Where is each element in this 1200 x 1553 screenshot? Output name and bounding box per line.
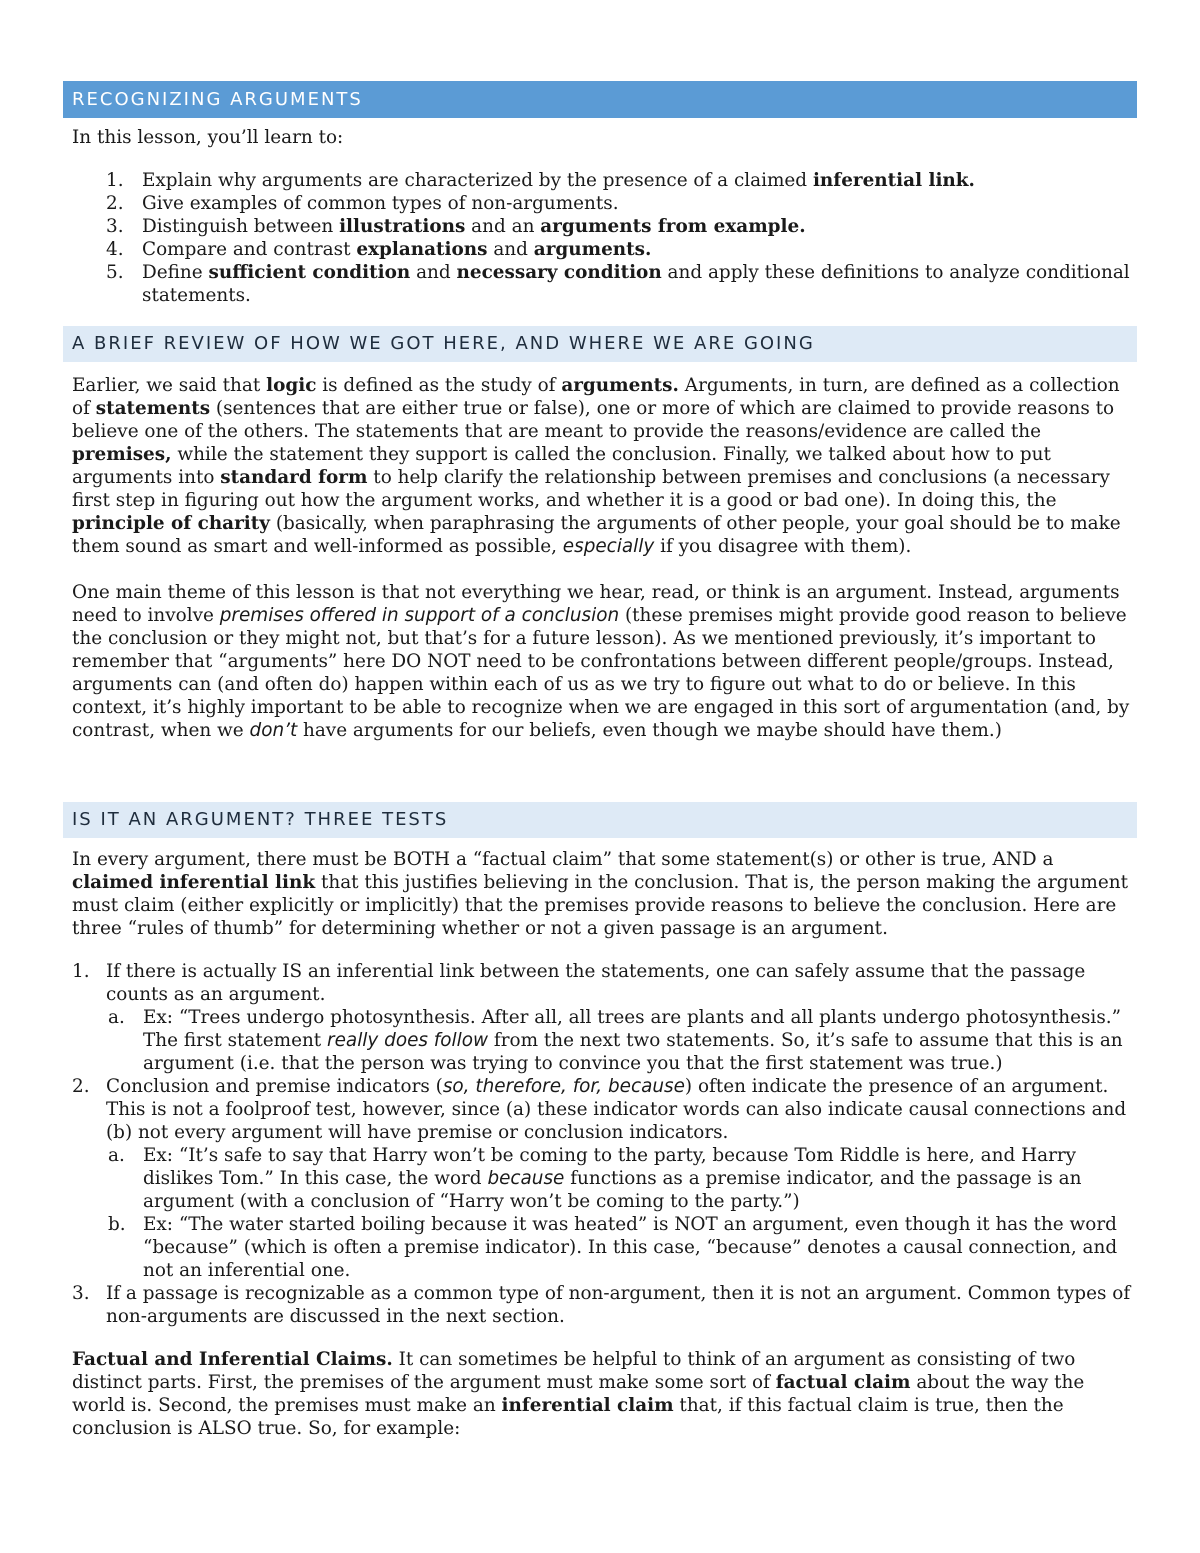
- tests-block: [72, 848, 1134, 1440]
- objectives-intro: In this lesson, you’ll learn to:: [72, 127, 344, 148]
- tests-intro: In every argument, there must be BOTH a “factual claim” that some statement(s) or other is true, AND a claimed inferential link that this justifies believing in the conclusion. That is, the person making the argument must claim (either explicitly or implicitly) that the premises provide reasons to believe the conclusion. Here are three “rules of thumb” for determining whether or not a given passage is an argument.: [72, 849, 1128, 939]
- section-heading-recognizing-arguments: RECOGNIZING ARGUMENTS: [63, 81, 1137, 118]
- test-rule-1: 1. If there is actually IS an inferential link between the statements, one can safely assume that the passage counts as an argument.: [72, 961, 1086, 1005]
- objectives-list: [72, 169, 1134, 307]
- objective-item-3: 3. Distinguish between illustrations and an arguments from example.: [106, 216, 806, 237]
- test-rule-1-example-a: a. Ex: “Trees undergo photosynthesis. After all, all trees are plants and all plants undergo photosynthesis.” The first statement really does follow from the next two statements. So, it’s safe to assume that this is an argument (i.e. that the person was trying to convince you that the first statement was true.): [108, 1007, 1123, 1074]
- review-paragraph-2: One main theme of this lesson is that not everything we hear, read, or think is an argument. Instead, arguments need to involve premises offered in support of a conclusion (these premises might provide good reason to believe the conclusion or they might not, but that’s for a future lesson). As we mentioned previously, it’s important to remember that “arguments” here DO NOT need to be confrontations between different people/groups. Instead, arguments can (and often do) happen within each of us as we try to figure out what to do or believe. In this context, it’s highly important to be able to recognize when we are engaged in this sort of argumentation (and, by contrast, when we don’t have arguments for our beliefs, even though we maybe should have them.): [72, 582, 1130, 741]
- test-rule-3: 3. If a passage is recognizable as a common type of non-argument, then it is not an argument. Common types of non-arguments are discussed in the next section.: [72, 1283, 1131, 1327]
- tests-list: [72, 960, 1134, 1328]
- test-rule-2: 2. Conclusion and premise indicators (so, therefore, for, because) often indicate the presence of an argument. This is not a foolproof test, however, since (a) these indicator words can also indicate causal connections and (b) not every argument will have premise or conclusion indicators.: [72, 1076, 1127, 1143]
- objective-item-2: 2. Give examples of common types of non-arguments.: [106, 193, 619, 214]
- section-heading-three-tests: IS IT AN ARGUMENT? THREE TESTS: [63, 802, 1137, 838]
- objective-item-5: 5. Define sufficient condition and necessary condition and apply these definitions to analyze conditional statements.: [106, 262, 1130, 306]
- objective-item-4: 4. Compare and contrast explanations and arguments.: [106, 239, 652, 260]
- factual-inferential-paragraph: Factual and Inferential Claims. It can sometimes be helpful to think of an argument as consisting of two distinct parts. First, the premises of the argument must make some sort of factual claim about the way the world is. Second, the premises must make an inferential claim that, if this factual claim is true, then the conclusion is ALSO true. So, for example:: [72, 1349, 1085, 1439]
- objectives-block: [72, 126, 1134, 307]
- test-rule-2-example-a: a. Ex: “It’s safe to say that Harry won’t be coming to the party, because Tom Riddle is here, and Harry dislikes Tom.” In this case, the word because functions as a premise indicator, and the passage is an argument (with a conclusion of “Harry won’t be coming to the party.”): [108, 1145, 1082, 1212]
- review-paragraph-1: Earlier, we said that logic is defined as the study of arguments. Arguments, in turn, are defined as a collection of statements (sentences that are either true or false), one or more of which are claimed to provide reasons to believe one of the others. The statements that are meant to provide the reasons/evidence are called the premises, while the statement they support is called the conclusion. Finally, we talked about how to put arguments into standard form to help clarify the relationship between premises and conclusions (a necessary first step in figuring out how the argument works, and whether it is a good or bad one). In doing this, the principle of charity (basically, when paraphrasing the arguments of other people, your goal should be to make them sound as smart and well-informed as possible, especially if you disagree with them).: [72, 375, 1121, 557]
- section-heading-brief-review: A BRIEF REVIEW OF HOW WE GOT HERE, AND WHERE WE ARE GOING: [63, 326, 1137, 362]
- review-block: [72, 374, 1134, 742]
- test-rule-2-example-b: b. Ex: “The water started boiling because it was heated” is NOT an argument, even though it has the word “because” (which is often a premise indicator). In this case, “because” denotes a causal connection, and not an inferential one.: [108, 1214, 1118, 1281]
- objective-item-1: 1. Explain why arguments are characterized by the presence of a claimed inferential link.: [106, 170, 975, 191]
